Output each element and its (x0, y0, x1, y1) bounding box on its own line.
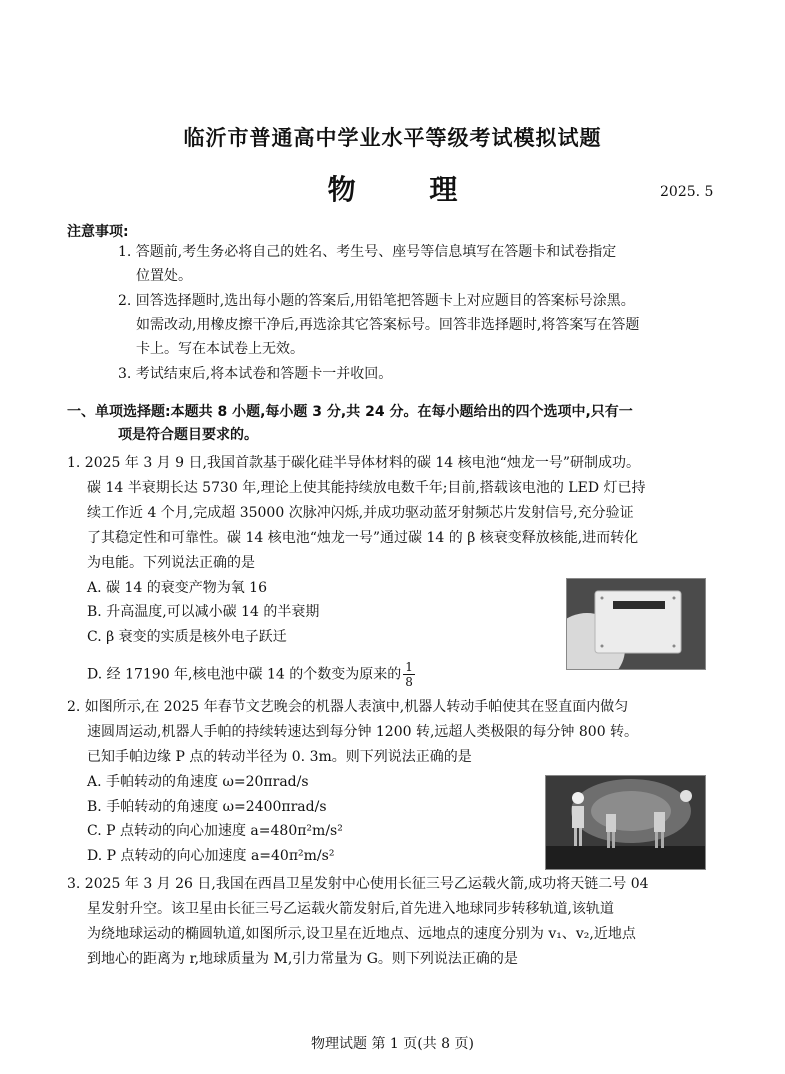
q2-option-c: C. P 点转动的向心加速度 a=480π²m/s² (87, 823, 343, 839)
q1-option-c: C. β 衰变的实质是核外电子跃迁 (87, 629, 287, 645)
q1-option-a: A. 碳 14 的衰变产物为氧 16 (87, 580, 267, 596)
question-2-line: 已知手帕边缘 P 点的转动半径为 0. 3m。则下列说法正确的是 (87, 749, 472, 765)
battery-photo-image (567, 579, 705, 669)
notice-line: 2. 回答选择题时,选出每小题的答案后,用铅笔把答题卡上对应题目的答案标号涂黑。 (118, 293, 635, 309)
q2-option-b: B. 手帕转动的角速度 ω=2400πrad/s (87, 799, 327, 815)
question-3-line: 为绕地球运动的椭圆轨道,如图所示,设卫星在近地点、远地点的速度分别为 v₁、v₂,近地点 (87, 926, 636, 942)
fraction-numerator: 1 (405, 660, 413, 674)
question-1-line: 了其稳定性和可靠性。碳 14 核电池“烛龙一号”通过碳 14 的 β 核衰变释放核能,进而转化 (87, 530, 639, 546)
fraction-denominator: 8 (405, 675, 413, 689)
notice-line: 位置处。 (136, 268, 192, 284)
subject-title: 物 理 (327, 173, 490, 206)
question-3-line: 3. 2025 年 3 月 26 日,我国在西昌卫星发射中心使用长征三号乙运载火箭,成功将天链二号 04 (67, 876, 649, 892)
notice-line: 卡上。写在本试卷上无效。 (136, 341, 304, 357)
question-1-line: 为电能。下列说法正确的是 (87, 555, 255, 571)
exam-title: 临沂市普通高中学业水平等级考试模拟试题 (183, 125, 602, 150)
robot-performance-photo (545, 775, 706, 870)
notice-heading: 注意事项: (67, 224, 129, 240)
question-3-line: 星发射升空。该卫星由长征三号乙运载火箭发射后,首先进入地球同步转移轨道,该轨道 (87, 901, 614, 917)
notice-line: 3. 考试结束后,将本试卷和答题卡一并收回。 (118, 366, 393, 382)
q1-option-d-text: D. 经 17190 年,核电池中碳 14 的个数变为原来的 (87, 666, 402, 683)
question-3-line: 到地心的距离为 r,地球质量为 M,引力常量为 G。则下列说法正确的是 (87, 951, 518, 967)
q1-option-b: B. 升高温度,可以减小碳 14 的半衰期 (87, 604, 320, 620)
exam-date: 2025. 5 (660, 184, 714, 200)
battery-photo (566, 578, 706, 670)
robot-performance-image (546, 776, 705, 869)
notice-line: 如需改动,用橡皮擦干净后,再选涂其它答案标号。回答非选择题时,将答案写在答题 (136, 317, 640, 333)
q2-option-d: D. P 点转动的向心加速度 a=40π²m/s² (87, 848, 335, 864)
section-heading: 项是符合题目要求的。 (118, 427, 258, 443)
question-2-line: 2. 如图所示,在 2025 年春节文艺晚会的机器人表演中,机器人转动手帕使其在竖直面内做匀 (67, 699, 629, 715)
notice-line: 1. 答题前,考生务必将自己的姓名、考生号、座号等信息填写在答题卡和试卷指定 (118, 244, 617, 260)
page-footer: 物理试题 第 1 页(共 8 页) (311, 1036, 474, 1052)
question-1-line: 碳 14 半衰期长达 5730 年,理论上使其能持续放电数千年;目前,搭载该电池的 LED 灯已持 (87, 480, 646, 496)
question-2-line: 速圆周运动,机器人手帕的持续转速达到每分钟 1200 转,远超人类极限的每分钟 800 转。 (87, 724, 639, 740)
question-1-line: 1. 2025 年 3 月 9 日,我国首款基于碳化硅半导体材料的碳 14 核电池“烛龙一号”研制成功。 (67, 455, 640, 471)
q2-option-a: A. 手帕转动的角速度 ω=20πrad/s (87, 774, 309, 790)
question-1-line: 续工作近 4 个月,完成超 35000 次脉冲闪烁,并成功驱动蓝牙射频芯片发射信号,充分验证 (87, 505, 634, 521)
section-heading: 一、单项选择题:本题共 8 小题,每小题 3 分,共 24 分。在每小题给出的四个选项中,只有一 (67, 404, 633, 420)
fraction-one-eighth (403, 660, 415, 689)
q1-option-d (87, 660, 415, 689)
